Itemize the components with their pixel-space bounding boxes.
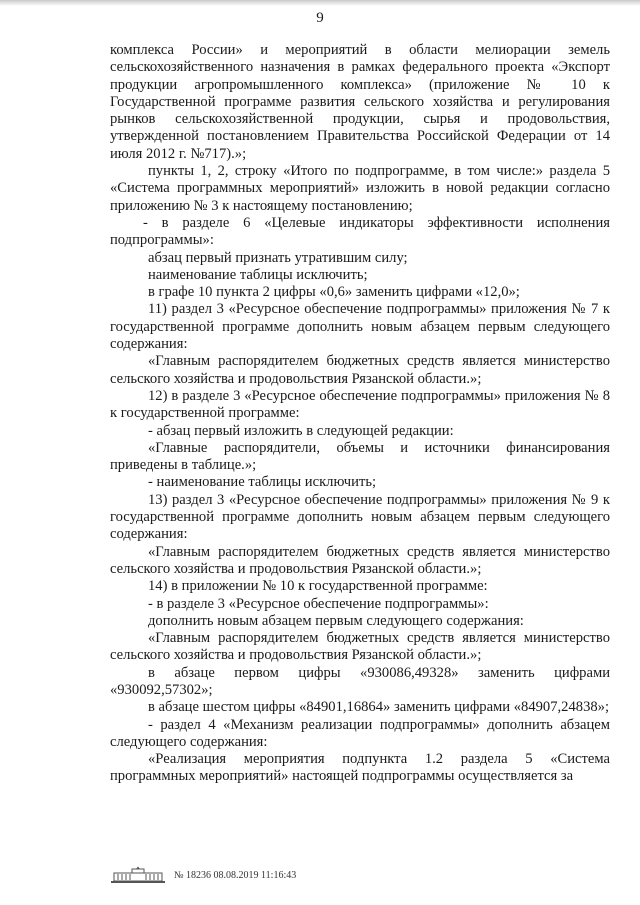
paragraph: - раздел 4 «Механизм реализации подпрограммы» дополнить абзацем следующего содержания:	[110, 716, 610, 750]
page-top-edge	[0, 0, 640, 6]
paragraph: пункты 1, 2, строку «Итого по подпрограмме, в том числе:» раздела 5 «Система программных мероприятий» изложить в новой редакции согласно приложению № 3 к настоящему постановлению;	[110, 163, 610, 214]
document-registration-code: № 18236 08.08.2019 11:16:43	[174, 869, 297, 881]
page-number: 9	[316, 10, 324, 26]
paragraph: - в разделе 3 «Ресурсное обеспечение подпрограммы»:	[148, 595, 489, 612]
paragraph: - наименование таблицы исключить;	[148, 474, 377, 491]
document-footer	[110, 865, 296, 885]
paragraph: 11) раздел 3 «Ресурсное обеспечение подпрограммы» приложения № 7 к государственной программе дополнить новым абзацем первым следующего содержания:	[110, 301, 610, 353]
paragraph: 12) в разделе 3 «Ресурсное обеспечение подпрограммы» приложения № 8 к государственной программе:	[110, 387, 610, 422]
paragraph: «Главные распорядители, объемы и источники финансирования приведены в таблице.»;	[110, 439, 610, 474]
paragraph: - в разделе 6 «Целевые индикаторы эффективности исполнения подпрограммы»:	[110, 214, 610, 249]
document-body	[110, 42, 610, 786]
paragraph: в абзаце шестом цифры «84901,16864» заменить цифрами «84907,24838»;	[148, 699, 610, 716]
paragraph: комплекса России» и мероприятий в области мелиорации земель сельскохозяйственного назначения в рамках федерального проекта «Экспорт продукции агропромышленного комплекса» (приложение № 10 к Государственной программе развития сельского хозяйства и регулирования рынков сельскохозяйственной продукции, сырья и продовольствия, утвержденной постановлением Правительства Российской Федерации от 14 июля 2012 г. №717).»;	[110, 42, 610, 162]
paragraph: наименование таблицы исключить;	[148, 266, 368, 283]
paragraph: в графе 10 пункта 2 цифры «0,6» заменить цифрами «12,0»;	[148, 284, 520, 301]
paragraph: - абзац первый изложить в следующей редакции:	[148, 422, 454, 439]
paragraph: абзац первый признать утратившим силу;	[148, 249, 408, 266]
paragraph: дополнить новым абзацем первым следующего содержания:	[148, 612, 524, 629]
paragraph: «Главным распорядителем бюджетных средств является министерство сельского хозяйства и продовольствия Рязанской области.»;	[110, 543, 610, 577]
paragraph: «Реализация мероприятия подпункта 1.2 раздела 5 «Система программных мероприятий» настоящей подпрограммы осуществляется за	[110, 751, 610, 785]
paragraph: «Главным распорядителем бюджетных средств является министерство сельского хозяйства и продовольствия Рязанской области.»;	[110, 353, 610, 387]
paragraph: в абзаце первом цифры «930086,49328» заменить цифрами «930092,57302»;	[110, 664, 610, 698]
paragraph: «Главным распорядителем бюджетных средств является министерство сельского хозяйства и продовольствия Рязанской области.»;	[110, 630, 610, 664]
government-building-stamp-icon	[110, 866, 166, 884]
paragraph: 14) в приложении № 10 к государственной программе:	[148, 578, 488, 595]
paragraph: 13) раздел 3 «Ресурсное обеспечение подпрограммы» приложения № 9 к государственной программе дополнить новым абзацем первым следующего содержания:	[110, 491, 610, 543]
